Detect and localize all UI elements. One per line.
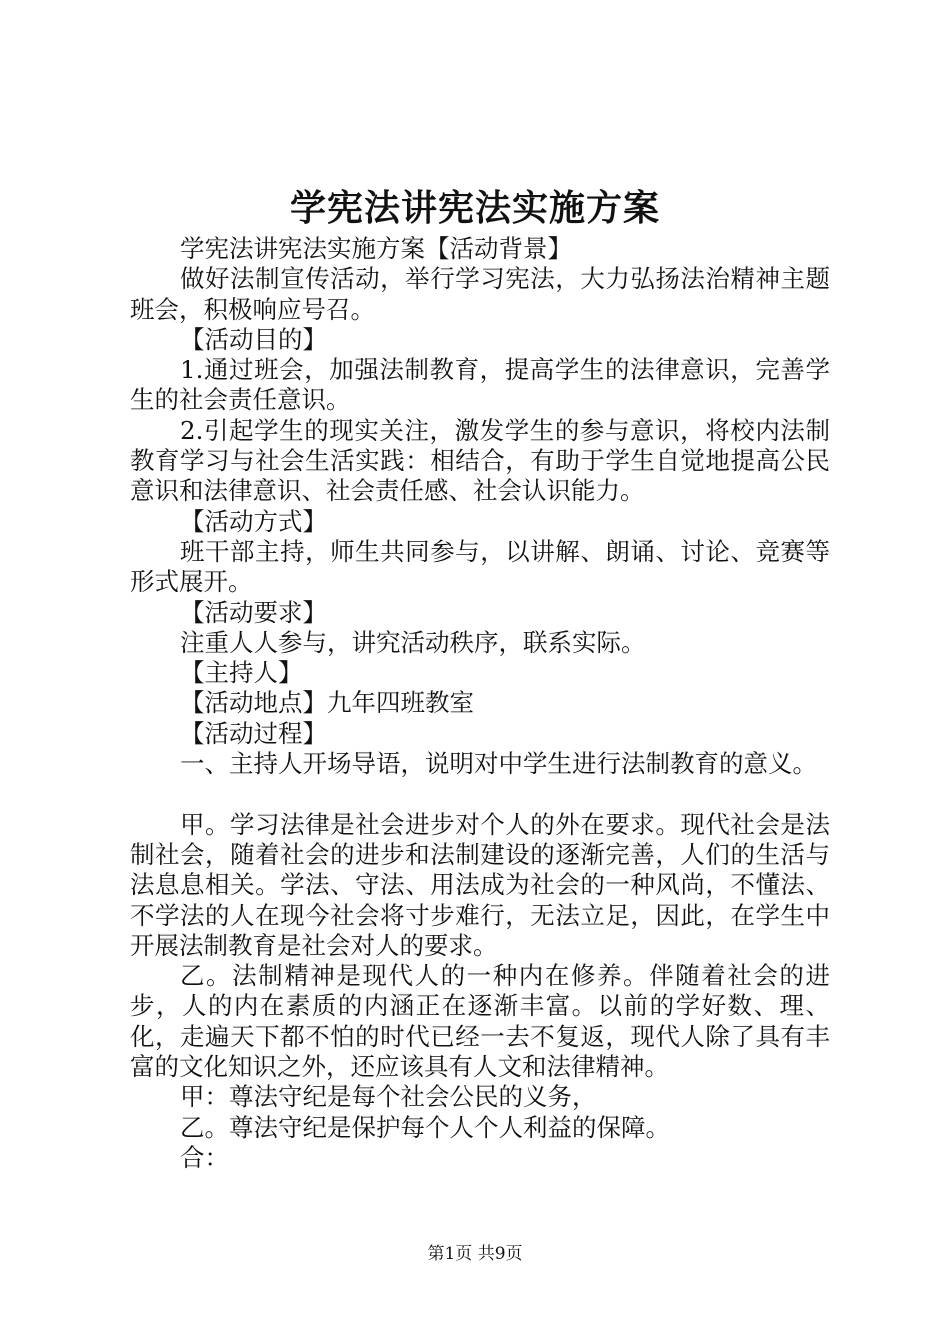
page-footer: 第1页 共9页 [427, 1244, 523, 1264]
section-heading-location: 【活动地点】九年四班教室 [180, 688, 474, 718]
section-heading-host: 【主持人】 [180, 658, 303, 688]
paragraph-background: 做好法制宣传活动，举行学习宪法，大力弘扬法治精神主题班会，积极响应号召。 [130, 264, 830, 324]
paragraph-intro-heading: 学宪法讲宪法实施方案【活动背景】 [180, 234, 572, 263]
paragraph-speaker-yi-2: 乙。尊法守纪是保护每个人个人利益的保障。 [180, 1112, 670, 1142]
document-body [130, 234, 830, 1173]
paragraph-purpose-2: 2.引起学生的现实关注，激发学生的参与意识，将校内法制教育学习与社会生活实践：相结合，有助于学生自觉地提高公民意识和法律意识、社会责任感、社会认识能力。 [130, 415, 830, 506]
section-heading-process: 【活动过程】 [180, 718, 327, 748]
paragraph-speaker-jia-1: 甲。学习法律是社会进步对个人的外在要求。现代社会是法制社会，随着社会的进步和法制建设的逐渐完善，人们的生活与法息息相关。学法、守法、用法成为社会的一种风尚，不懂法、不学法的人在现今社会将寸步难行，无法立足，因此，在学生中开展法制教育是社会对人的要求。 [130, 809, 830, 960]
section-heading-requirements: 【活动要求】 [180, 597, 327, 627]
document-title: 学宪法讲宪法实施方案 [289, 187, 660, 229]
paragraph-speaker-jia-2: 甲：尊法守纪是每个社会公民的义务， [180, 1082, 597, 1112]
paragraph-method: 班干部主持，师生共同参与，以讲解、朗诵、讨论、竞赛等形式展开。 [130, 536, 830, 597]
section-heading-method: 【活动方式】 [180, 506, 327, 536]
section-heading-purpose: 【活动目的】 [180, 324, 327, 354]
paragraph-speaker-yi-1: 乙。法制精神是现代人的一种内在修养。伴随着社会的进步，人的内在素质的内涵正在逐渐丰富。以前的学好数、理、化，走遍天下都不怕的时代已经一去不复返，现代人除了具有丰富的文化知识之外，还应该具有人文和法律精神。 [130, 961, 830, 1082]
blank-line [130, 779, 830, 809]
paragraph-purpose-1: 1.通过班会，加强法制教育，提高学生的法律意识，完善学生的社会责任意识。 [130, 355, 830, 415]
paragraph-process-intro: 一、主持人开场导语，说明对中学生进行法制教育的意义。 [180, 749, 817, 779]
paragraph-together: 合： [180, 1142, 229, 1172]
paragraph-requirements: 注重人人参与，讲究活动秩序，联系实际。 [180, 627, 646, 657]
